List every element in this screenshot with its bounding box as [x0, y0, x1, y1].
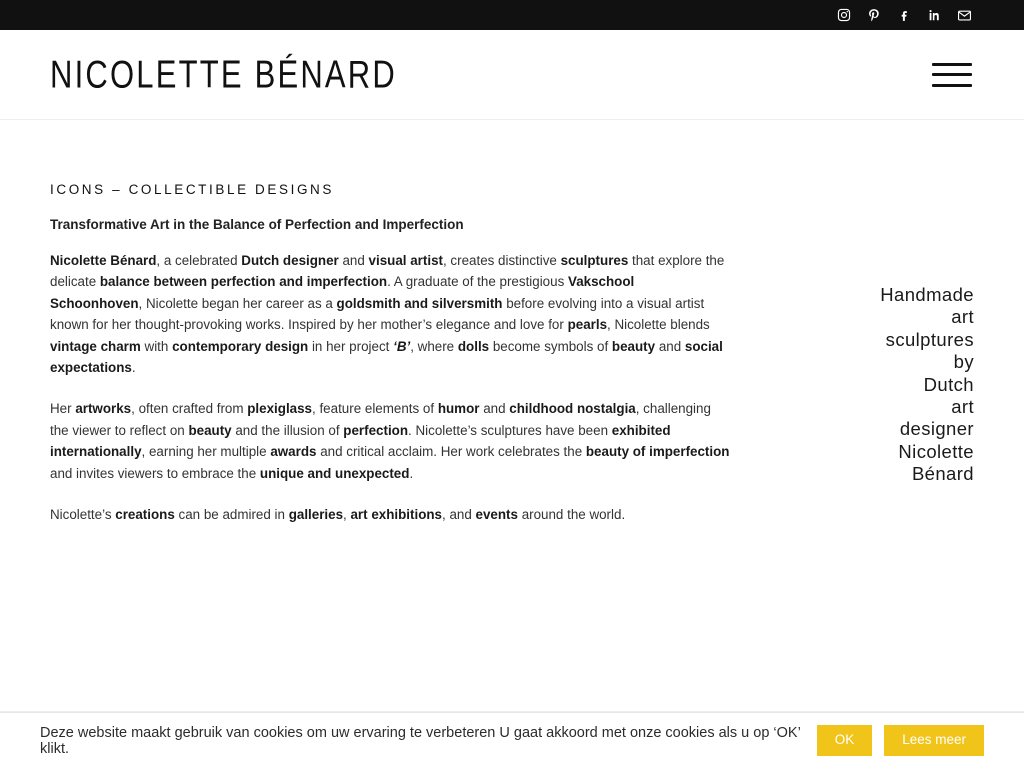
- text-run: in her project: [308, 338, 394, 354]
- cookie-consent-bar: [0, 712, 1024, 768]
- cookie-message: Deze website maakt gebruik van cookies om uw ervaring te verbeteren U gaat akkoord met onze cookies als u op ‘OK’ klikt.: [40, 724, 801, 757]
- caption-line: Handmade: [880, 284, 974, 305]
- main-content: [0, 120, 1024, 545]
- text-run: social expectations: [50, 338, 723, 375]
- text-run: and: [479, 401, 510, 417]
- text-run: art exhibitions: [350, 506, 443, 522]
- menu-toggle-button[interactable]: [932, 61, 972, 89]
- text-run: visual artist: [368, 252, 443, 268]
- text-run: with: [140, 338, 173, 354]
- article-lead: Transformative Art in the Balance of Perfection and Imperfection: [50, 217, 464, 232]
- text-run: beauty: [611, 338, 656, 354]
- caption-line: Dutch: [923, 373, 974, 395]
- article-paragraph-2: [50, 398, 730, 484]
- text-run: , where: [410, 338, 458, 354]
- text-run: perfection: [343, 422, 409, 438]
- caption-line: Nicolette: [898, 440, 974, 462]
- text-run: Dutch designer: [241, 252, 339, 268]
- text-run: , earning her multiple: [141, 444, 271, 460]
- text-run: Nicolette’s: [50, 506, 116, 522]
- text-run: . Nicolette’s sculptures have been: [408, 422, 612, 438]
- caption-line: by: [953, 351, 974, 373]
- text-run: beauty: [188, 422, 232, 438]
- text-run: , often crafted from: [131, 401, 248, 417]
- text-run: humor: [437, 401, 480, 417]
- text-run: can be admired in: [174, 506, 289, 522]
- article-paragraph-3: [50, 504, 730, 525]
- text-run: .: [409, 465, 414, 481]
- text-run: Her: [50, 401, 76, 417]
- text-run-italic: ‘B’: [393, 338, 411, 354]
- article-paragraph-1: [50, 250, 730, 378]
- text-run: events: [475, 506, 518, 522]
- text-run: vintage charm: [50, 338, 141, 354]
- site-logo[interactable]: NICOLETTE BÉNARD: [50, 52, 397, 96]
- text-run: .: [131, 359, 136, 375]
- text-run: and the illusion of: [231, 422, 344, 438]
- mail-icon[interactable]: [956, 7, 972, 23]
- social-links: [836, 7, 972, 23]
- text-run: . A graduate of the prestigious: [387, 274, 568, 290]
- burger-line-1: [932, 63, 972, 66]
- text-run: exhibited internationally: [50, 422, 671, 460]
- facebook-icon[interactable]: [896, 7, 912, 23]
- text-run: , and: [442, 506, 476, 522]
- text-run: that explore the delicate: [50, 252, 725, 290]
- cookie-actions: [817, 725, 984, 755]
- side-caption: [844, 284, 974, 486]
- site-header: [0, 30, 1024, 120]
- caption-line: designer: [899, 418, 974, 440]
- text-run: , feature elements of: [312, 401, 438, 417]
- text-run: unique and unexpected: [259, 465, 410, 481]
- text-run: and: [655, 338, 685, 354]
- burger-line-2: [932, 73, 972, 76]
- text-run: sculptures: [560, 252, 629, 268]
- top-social-bar: [0, 0, 1024, 30]
- text-run: Vakschool Schoonhoven: [50, 274, 635, 311]
- text-run: beauty of imperfection: [585, 444, 730, 460]
- text-run: creations: [115, 506, 175, 522]
- text-run: dolls: [457, 338, 490, 354]
- article-body: [50, 120, 730, 545]
- pinterest-icon[interactable]: [866, 7, 882, 23]
- text-run: artworks: [75, 401, 132, 417]
- text-run: plexiglass: [247, 401, 313, 417]
- text-run: become symbols of: [489, 338, 612, 354]
- caption-line: art: [951, 306, 974, 328]
- text-run: awards: [270, 444, 317, 460]
- linkedin-icon[interactable]: [926, 7, 942, 23]
- text-run: contemporary design: [172, 338, 309, 354]
- caption-line: art: [951, 396, 974, 418]
- text-run: , Nicolette blends: [607, 317, 710, 333]
- burger-line-3: [932, 84, 972, 87]
- text-run: , challenging the viewer to reflect on: [50, 401, 711, 438]
- text-run: galleries: [288, 506, 344, 522]
- caption-line: sculptures: [885, 328, 974, 350]
- text-run: , creates distinctive: [442, 252, 561, 268]
- text-run: and critical acclaim. Her work celebrates the: [316, 444, 586, 460]
- text-run: Nicolette Bénard: [50, 252, 157, 268]
- text-run: childhood nostalgia: [509, 401, 636, 417]
- text-run: ,: [343, 506, 351, 522]
- text-run: balance between perfection and imperfection: [99, 274, 388, 290]
- text-run: pearls: [567, 317, 608, 333]
- instagram-icon[interactable]: [836, 7, 852, 23]
- cookie-read-more-button[interactable]: Lees meer: [884, 725, 984, 755]
- text-run: before evolving into a visual artist known for her thought-provoking works. Inspired by her mother’s elegance and love for: [50, 295, 705, 333]
- cookie-ok-button[interactable]: OK: [817, 725, 873, 755]
- text-run: around the world.: [517, 506, 626, 522]
- text-run: and: [338, 252, 369, 268]
- text-run: , a celebrated: [156, 252, 242, 268]
- text-run: goldsmith and silversmith: [336, 295, 503, 311]
- page-title: ICONS – COLLECTIBLE DESIGNS: [50, 182, 335, 197]
- text-run: , Nicolette began her career as a: [138, 295, 337, 311]
- caption-line: Bénard: [911, 463, 974, 485]
- text-run: and invites viewers to embrace the: [50, 465, 260, 481]
